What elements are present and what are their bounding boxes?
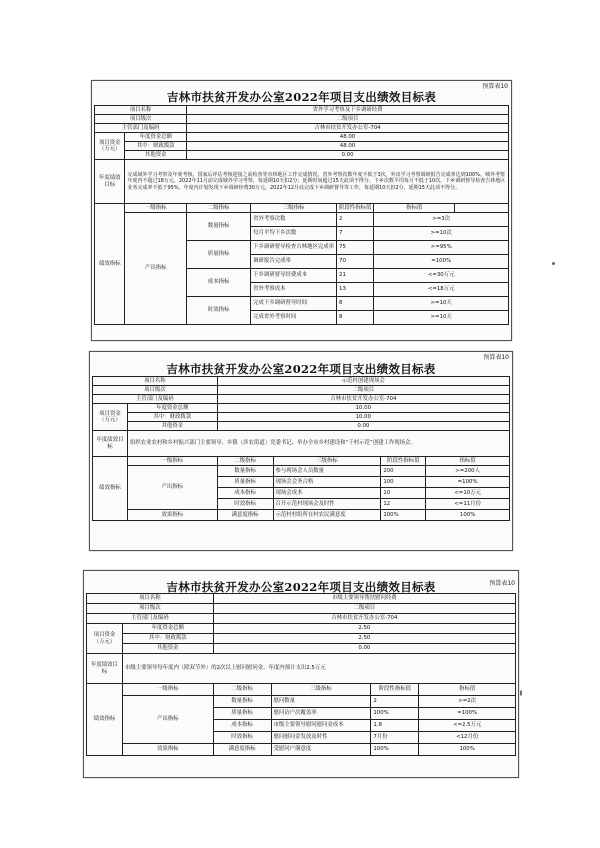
- project-name-value: 示范村创建现场会: [217, 377, 509, 386]
- l2-label: 数量指标: [213, 696, 271, 708]
- header-value: 指标值: [419, 684, 516, 696]
- goal-text: 完成域外学习考察及年度考核、国家后评估考核迎接之前检查等市林地区工作完成情况。省外考察次数年度不低于3次，外出学习考察调研报告完成率达到100%。城外考察年度内不超过18万元，2022年11月前完成城外学习考察，每延期10天扣2分；延期时间超过15天此项不得分。下乡次数平均每月不低于10次，下乡调研督导检查吉林地区业务完成率不低于95%，年度内计划发现下乡调研经费30万元，2022年12月底完成下乡调研督导等工作，每延期10天扣2分，延期15天此项不得分。: [125, 160, 509, 204]
- target-value: <=2.5万元: [419, 720, 516, 732]
- target-value: <12月份: [419, 732, 516, 744]
- l3-label: 每月平均下乡次数: [251, 227, 337, 241]
- stage-value: 1.8: [371, 720, 419, 732]
- project-name-label: 项目名称: [93, 377, 218, 386]
- fiscal-label: 其中：财政拨款: [125, 142, 187, 151]
- stage-value: 100%: [371, 708, 419, 720]
- header-stage: 阶段性指标值: [337, 204, 374, 213]
- project-level-label: 项目级次: [95, 115, 187, 124]
- fund-label: 项目资金 （万元）: [87, 624, 123, 654]
- goal-label: 年度绩效目标: [93, 431, 128, 457]
- fiscal-value: 2.50: [213, 634, 515, 644]
- l3-label: 慰问访户次覆盖率: [271, 708, 371, 720]
- project-level-label: 项目级次: [93, 386, 218, 395]
- sheet-title: 吉林市扶贫开发办公室2022年项目支出绩效目标表: [166, 580, 436, 594]
- dept-value: 吉林市扶贫开发办公室-704: [217, 395, 509, 404]
- stage-value: 7月份: [371, 732, 419, 744]
- perf-label: 绩效指标: [87, 684, 123, 756]
- stage-value: 21: [337, 269, 374, 283]
- project-name-value: 省外学习考察及下乡调研经费: [187, 106, 509, 115]
- fiscal-label: 其中：财政拨款: [122, 634, 213, 644]
- output-indicator-label: 产出指标: [127, 466, 217, 510]
- goal-label: 年度绩效目标: [87, 654, 123, 684]
- stage-value: 100: [381, 477, 426, 488]
- target-value: >=2次: [419, 696, 516, 708]
- table-code: 预算表10: [482, 83, 508, 90]
- table-code: 预算表10: [489, 580, 515, 587]
- header-level2: 二级指标: [213, 684, 271, 696]
- header-value: 指标值: [374, 204, 455, 213]
- goal-text: 组织农业农村和乡村振兴部门主要领导、乡镇（涉农街道）党委书记、举办全市乡村建设和“千村示范”创建工作现场会。: [127, 431, 509, 457]
- stage-value: 10: [381, 488, 426, 499]
- performance-table: [86, 593, 516, 756]
- performance-table: [92, 376, 510, 521]
- stage-value: 2: [337, 213, 374, 227]
- project-level-value: 二级项目: [187, 115, 509, 124]
- benefit-indicator-label: 效果指标: [122, 744, 213, 756]
- l3-label: 参与现场会人员数量: [273, 466, 381, 477]
- performance-table: [94, 105, 509, 325]
- header-level1: 一级指标: [122, 684, 213, 696]
- target-value: <=18万元: [374, 283, 509, 297]
- target-value: =100%: [419, 708, 516, 720]
- stage-value: 8: [337, 297, 374, 311]
- fiscal-value: 48.00: [187, 142, 509, 151]
- annual-total-value: 2.50: [213, 624, 515, 634]
- annual-total-label: 年度资金总额: [122, 624, 213, 634]
- other-fund-label: 其他资金: [125, 151, 187, 160]
- l2-label: 满意度指标: [213, 744, 271, 756]
- l3-label: 调研报告完成率: [251, 255, 337, 269]
- target-value: >=3次: [374, 213, 509, 227]
- stage-value: 70: [337, 255, 374, 269]
- l2-label: 质量指标: [213, 708, 271, 720]
- l3-label: 受慰问户满意度: [271, 744, 371, 756]
- l3-label: 慰问慰问金发放及时性: [271, 732, 371, 744]
- annual-total-value: 48.00: [187, 133, 509, 142]
- header-level1: 一级指标: [127, 457, 217, 466]
- target-value: <=11月份: [426, 499, 510, 510]
- target-value: =100%: [426, 477, 510, 488]
- l3-label: 省外考察成本: [251, 283, 337, 297]
- target-value: 100%: [426, 510, 510, 521]
- sheet-title: 吉林市扶贫开发办公室2022年项目支出绩效目标表: [166, 90, 437, 104]
- benefit-indicator-label: 效果指标: [127, 510, 217, 521]
- l2-label: 满意度指标: [217, 510, 273, 521]
- stage-value: 12: [381, 499, 426, 510]
- perf-label: 绩效指标: [95, 204, 125, 325]
- l3-label: 现场会会务合格: [273, 477, 381, 488]
- stage-value: 75: [337, 241, 374, 255]
- dept-value: 吉林市扶贫开发办公室-704: [213, 614, 515, 624]
- stage-value: 8: [337, 311, 374, 325]
- annual-total-label: 年度资金总额: [125, 133, 187, 142]
- l3-label: 市级主要领导慰问慰问金成本: [271, 720, 371, 732]
- fiscal-value: 10.00: [217, 413, 509, 422]
- budget-sheet-2: [89, 351, 513, 551]
- header-level2: 二级指标: [217, 457, 273, 466]
- l3-label: 下乡调研督导经费成本: [251, 269, 337, 283]
- l2-label: 时效指标: [217, 499, 273, 510]
- target-value: >=10天: [374, 311, 509, 325]
- stage-value: 100%: [371, 744, 419, 756]
- dept-label: 主管部门及编码: [95, 124, 187, 133]
- project-name-label: 项目名称: [87, 594, 214, 604]
- l2-label: 质量指标: [187, 241, 251, 269]
- other-fund-label: 其他资金: [122, 644, 213, 654]
- output-indicator-label: 产出指标: [122, 696, 213, 744]
- other-fund-value: 0.00: [187, 151, 509, 160]
- l2-label: 成本指标: [217, 488, 273, 499]
- stage-value: 200: [381, 466, 426, 477]
- stage-value: 100%: [381, 510, 426, 521]
- l3-label: 现场会成本: [273, 488, 381, 499]
- goal-label: 年度绩效目标: [95, 160, 125, 204]
- annual-total-value: 10.00: [217, 404, 509, 413]
- other-fund-value: 0.00: [213, 644, 515, 654]
- target-value: <=30万元: [374, 269, 509, 283]
- l2-label: 数量指标: [217, 466, 273, 477]
- header-level3: 三级指标: [251, 204, 337, 213]
- l2-label: 成本指标: [213, 720, 271, 732]
- target-value: 100%: [419, 744, 516, 756]
- table-code: 预算表10: [483, 354, 509, 361]
- budget-sheet-3: [83, 570, 519, 778]
- stage-value: 13: [337, 283, 374, 297]
- fund-label: 项目资金 （万元）: [93, 404, 128, 431]
- l2-label: 数量指标: [187, 213, 251, 241]
- dept-label: 主管部门及编码: [93, 395, 218, 404]
- l3-label: 完成省外考察时间: [251, 311, 337, 325]
- dept-label: 主管部门及编码: [87, 614, 214, 624]
- dept-value: 吉林市扶贫开发办公室-704: [187, 124, 509, 133]
- annual-total-label: 年度资金总额: [127, 404, 217, 413]
- output-indicator-label: 产出指标: [125, 213, 187, 325]
- fiscal-label: 其中：财政拨款: [127, 413, 217, 422]
- perf-label: 绩效指标: [93, 457, 128, 521]
- project-name-label: 项目名称: [95, 106, 187, 115]
- sheet-title: 吉林市扶贫开发办公室2022年项目支出绩效目标表: [166, 362, 436, 376]
- header-level2: 二级指标: [187, 204, 251, 213]
- stage-value: 7: [337, 227, 374, 241]
- l3-label: 下乡调研督导检查吉林地区完成率: [251, 241, 337, 255]
- header-level1: 一级指标: [125, 204, 187, 213]
- l2-label: 时效指标: [187, 297, 251, 325]
- target-value: >=95%: [374, 241, 509, 255]
- l2-label: 成本指标: [187, 269, 251, 297]
- header-level3: 三级指标: [271, 684, 371, 696]
- l3-label: 完成下乡调研督导时间: [251, 297, 337, 311]
- l3-label: 省外考察次数: [251, 213, 337, 227]
- fund-label: 项目资金 （万元）: [95, 133, 125, 160]
- stage-value: 2: [371, 696, 419, 708]
- other-fund-label: 其他资金: [127, 422, 217, 431]
- header-stage: 阶段性指标值: [381, 457, 426, 466]
- project-name-value: 市级主要领导帮扶慰问经费: [213, 594, 515, 604]
- scan-speck: [552, 262, 555, 265]
- l2-label: 时效指标: [213, 732, 271, 744]
- l2-label: 质量指标: [217, 477, 273, 488]
- header-stage: 阶段性指标值: [371, 684, 419, 696]
- project-level-label: 项目级次: [87, 604, 214, 614]
- project-level-value: 二级项目: [217, 386, 509, 395]
- target-value: <=10万元: [426, 488, 510, 499]
- l3-label: 慰问数量: [271, 696, 371, 708]
- project-level-value: 二级项目: [213, 604, 515, 614]
- l3-label: 召开示范村现场会及时性: [273, 499, 381, 510]
- target-value: =100%: [374, 255, 509, 269]
- l3-label: 示范村村组所在村农民满意度: [273, 510, 381, 521]
- goal-text: 市级主要领导每年度内（除双节外）的2次以上慰问慰问金，年度内预计支出2.5万元: [122, 654, 515, 684]
- other-fund-value: 0.00: [217, 422, 509, 431]
- header-value: 指标值: [426, 457, 510, 466]
- scan-speck: [520, 690, 522, 696]
- target-value: >=200人: [426, 466, 510, 477]
- target-value: >=10天: [374, 297, 509, 311]
- header-level3: 三级指标: [273, 457, 381, 466]
- budget-sheet-1: [91, 80, 512, 341]
- target-value: >=10次: [374, 227, 509, 241]
